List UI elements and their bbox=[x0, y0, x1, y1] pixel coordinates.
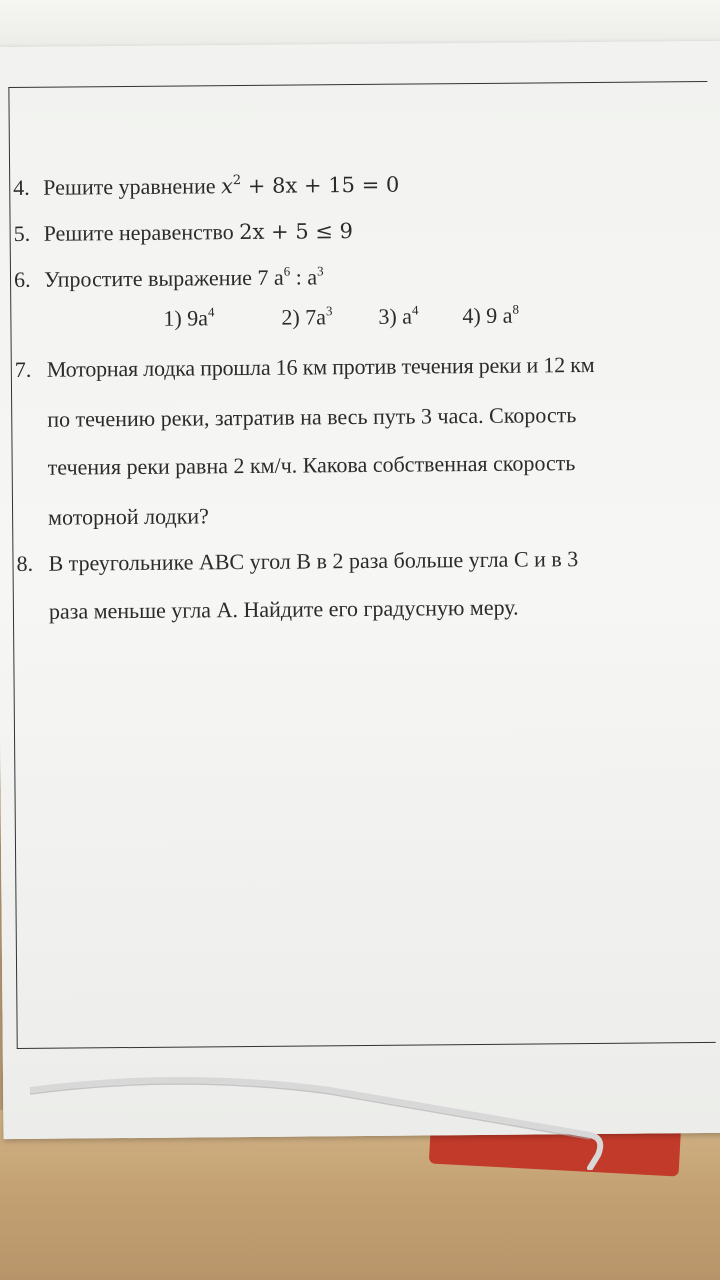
worksheet-page bbox=[0, 41, 720, 1139]
task-7-line-3: течения реки равна 2 км/ч. Какова собственная скорость bbox=[47, 450, 576, 480]
option-base: 9a bbox=[187, 305, 209, 331]
task-text: Решите уравнение bbox=[43, 173, 222, 200]
option-base: 9 a bbox=[486, 302, 513, 328]
equation-rest: + 8x + 15 = 0 bbox=[241, 172, 400, 199]
task-text: Упростите выражение 7 a bbox=[43, 264, 284, 292]
task-7-line-1: Моторная лодка прошла 16 км против течения реки и 12 км bbox=[46, 351, 595, 382]
task-number: 7. bbox=[14, 356, 32, 383]
task-number: 4. bbox=[13, 174, 30, 201]
variable-x: x bbox=[220, 174, 233, 199]
option-label: 2) bbox=[281, 304, 306, 330]
task-number: 6. bbox=[13, 266, 31, 293]
option-label: 3) bbox=[378, 303, 403, 329]
option-label: 4) bbox=[462, 302, 487, 329]
task-7-line-4: моторной лодки? bbox=[48, 503, 210, 530]
task-text: Решите неравенство bbox=[43, 219, 240, 246]
task-number: 5. bbox=[13, 220, 31, 247]
inequality: 2x + 5 ≤ 9 bbox=[239, 219, 354, 245]
option-base: a bbox=[402, 303, 413, 329]
option-base: 7a bbox=[305, 304, 327, 330]
option-label: 1) bbox=[163, 305, 188, 331]
answer-option-2 bbox=[281, 304, 332, 330]
option-exponent: 8 bbox=[512, 301, 519, 317]
option-exponent: 3 bbox=[325, 303, 333, 319]
answer-option-4 bbox=[462, 303, 519, 329]
expression-mid: : a bbox=[290, 264, 318, 290]
exponent: 3 bbox=[316, 263, 324, 279]
answer-option-1 bbox=[163, 305, 214, 331]
task-8-number bbox=[16, 550, 46, 577]
option-exponent: 4 bbox=[411, 302, 419, 318]
exponent: 2 bbox=[232, 173, 242, 189]
task-7-line-2: по течению реки, затратив на весь путь 3 часа. Скорость bbox=[47, 402, 577, 432]
task-7-number bbox=[14, 356, 45, 383]
task-number: 8. bbox=[16, 550, 34, 577]
equation bbox=[221, 173, 399, 199]
task-8-line-2: раза меньше угла А. Найдите его градусную меру. bbox=[48, 594, 519, 624]
task-4 bbox=[13, 174, 399, 199]
worksheet-content bbox=[0, 41, 719, 667]
option-exponent: 4 bbox=[207, 304, 215, 320]
task-5 bbox=[14, 220, 354, 245]
task-6 bbox=[13, 263, 324, 293]
task-8-line-1: В треугольнике АВС угол В в 2 раза больше угла С и в 3 bbox=[48, 546, 579, 576]
answer-option-3 bbox=[378, 303, 418, 329]
exponent: 6 bbox=[283, 263, 291, 279]
